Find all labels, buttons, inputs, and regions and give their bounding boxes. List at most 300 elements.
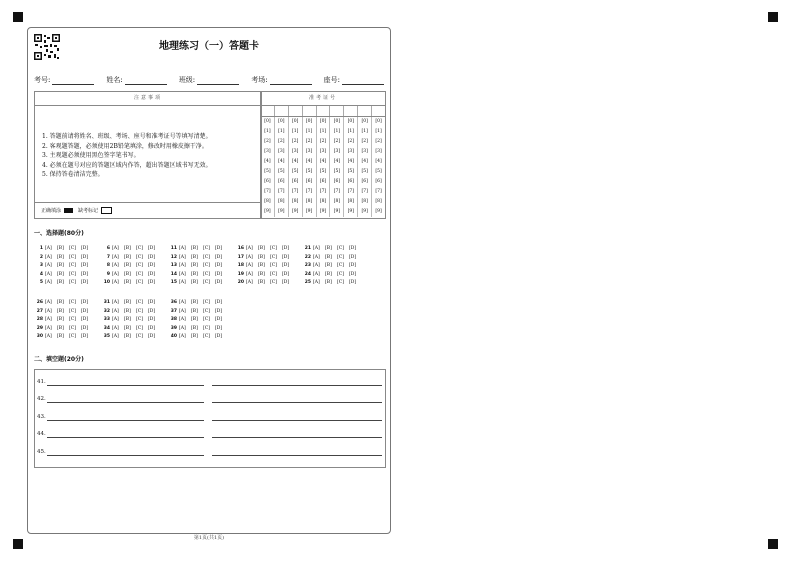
mc-option-bubble[interactable]: [D] (81, 263, 89, 269)
mc-question-number: 19 (237, 271, 244, 277)
mc-option-bubble[interactable]: [A] (45, 300, 52, 305)
mc-option-bubble[interactable]: [D] (148, 254, 156, 260)
exam-id-bubble[interactable]: [8] (264, 199, 271, 204)
absent-label: 缺考标记 (78, 208, 99, 214)
exam-id-bubble[interactable]: [2] (347, 139, 354, 144)
exam-id-bubble[interactable]: [2] (292, 139, 299, 144)
mc-question-group (168, 245, 227, 288)
mc-option-bubble[interactable]: [C] (136, 254, 143, 260)
mc-option-bubble[interactable]: [C] (203, 334, 210, 340)
mc-option-bubble[interactable]: [B] (325, 246, 332, 251)
mc-option-bubble[interactable]: [C] (136, 280, 143, 286)
mc-option-bubble[interactable]: [D] (215, 308, 223, 314)
mc-option-bubble[interactable]: [A] (112, 317, 119, 323)
mc-option-bubble[interactable]: [B] (258, 263, 265, 269)
mc-option-bubble[interactable]: [D] (282, 263, 290, 269)
mc-option-bubble[interactable]: [C] (69, 280, 76, 286)
mc-option-bubble[interactable]: [D] (81, 325, 89, 331)
exam-id-bubble[interactable]: [9] (305, 209, 313, 214)
field-class[interactable]: 班级: (179, 75, 239, 85)
exam-id-bubble[interactable]: [1] (305, 129, 313, 134)
fill-question[interactable]: 45. (37, 444, 383, 456)
mc-option-bubble[interactable]: [D] (148, 308, 156, 314)
mc-option-bubble[interactable]: [D] (215, 271, 223, 277)
exam-id-bubble[interactable]: [7] (361, 189, 368, 194)
exam-id-bubble[interactable]: [4] (333, 159, 341, 164)
exam-id-bubble[interactable]: [8] (347, 199, 354, 204)
section-fill-blank: 二、填空题(20分) (34, 356, 84, 363)
exam-id-bubble[interactable]: [0] (305, 119, 313, 124)
exam-id-bubble[interactable]: [8] (319, 199, 327, 204)
exam-id-bubble[interactable]: [3] (333, 149, 341, 154)
mc-question-number: 35 (103, 334, 110, 340)
mc-option-bubble[interactable]: [C] (69, 317, 76, 323)
mc-question-row (168, 325, 227, 334)
fill-question[interactable]: 41. (37, 374, 383, 386)
exam-id-bubble[interactable]: [6] (292, 179, 299, 184)
mc-option-bubble[interactable]: [D] (148, 263, 156, 269)
field-name[interactable]: 姓名: (106, 75, 166, 85)
mc-option-bubble[interactable]: [D] (349, 254, 357, 260)
mc-option-bubble[interactable]: [C] (270, 246, 277, 251)
mc-option-bubble[interactable]: [D] (81, 317, 89, 323)
mc-option-bubble[interactable]: [B] (124, 334, 131, 340)
mc-option-bubble[interactable]: [D] (148, 300, 156, 305)
mc-option-bubble[interactable]: [B] (258, 280, 265, 286)
exam-id-bubble[interactable]: [9] (278, 209, 285, 214)
mc-option-bubble[interactable]: [B] (258, 254, 265, 260)
exam-id-bubble[interactable]: [2] (305, 139, 313, 144)
mc-option-bubble[interactable]: [D] (215, 300, 223, 305)
mc-option-bubble[interactable]: [A] (112, 271, 119, 277)
mc-option-bubble[interactable]: [A] (246, 246, 253, 251)
exam-id-bubble[interactable]: [4] (347, 159, 354, 164)
mc-option-bubble[interactable]: [C] (136, 325, 143, 331)
exam-id-bubble[interactable]: [6] (347, 179, 354, 184)
mc-option-bubble[interactable]: [B] (191, 308, 198, 314)
mc-option-bubble[interactable]: [D] (81, 254, 89, 260)
field-exam-room[interactable]: 考场: (251, 75, 311, 85)
mc-option-bubble[interactable]: [C] (203, 271, 210, 277)
mc-option-bubble[interactable]: [D] (148, 317, 156, 323)
exam-id-bubble[interactable]: [3] (264, 149, 271, 154)
exam-id-bubble[interactable]: [1] (361, 129, 368, 134)
mc-option-bubble[interactable]: [A] (45, 246, 52, 251)
exam-id-bubble[interactable]: [0] (264, 119, 271, 124)
exam-id-bubble[interactable]: [3] (305, 149, 313, 154)
mc-question-group (101, 299, 160, 342)
mc-option-bubble[interactable]: [D] (148, 246, 156, 251)
mc-option-bubble[interactable]: [D] (282, 271, 290, 277)
mc-option-bubble[interactable]: [B] (191, 317, 198, 323)
mc-option-bubble[interactable]: [D] (81, 308, 89, 314)
mc-option-bubble[interactable]: [A] (112, 334, 119, 340)
mc-option-bubble[interactable]: [A] (179, 271, 186, 277)
mc-option-bubble[interactable]: [B] (124, 254, 131, 260)
exam-id-bubble[interactable]: [5] (333, 169, 341, 174)
mc-question-row (168, 299, 227, 308)
mc-question-number: 28 (36, 317, 43, 323)
exam-id-bubble[interactable]: [8] (375, 199, 382, 204)
mc-option-bubble[interactable]: [A] (112, 325, 119, 331)
mc-option-bubble[interactable]: [D] (148, 325, 156, 331)
exam-id-bubble[interactable]: [0] (278, 119, 285, 124)
exam-id-bubble[interactable]: [0] (361, 119, 368, 124)
mc-option-bubble[interactable]: [A] (112, 254, 119, 260)
notes-list (42, 132, 212, 180)
exam-id-bubble[interactable]: [0] (347, 119, 354, 124)
exam-id-bubble[interactable]: [5] (292, 169, 299, 174)
mc-question-number: 31 (103, 300, 110, 305)
mc-question-number: 7 (106, 254, 110, 260)
exam-id-bubble[interactable]: [7] (264, 189, 271, 194)
exam-id-bubble[interactable]: [6] (361, 179, 368, 184)
mc-option-bubble[interactable]: [C] (136, 271, 143, 277)
mc-option-bubble[interactable]: [B] (57, 317, 64, 323)
mc-option-bubble[interactable]: [B] (57, 246, 64, 251)
mc-option-bubble[interactable]: [C] (69, 271, 76, 277)
mc-question-row (302, 245, 361, 254)
mc-option-bubble[interactable]: [A] (112, 246, 119, 251)
mc-option-bubble[interactable]: [D] (215, 263, 223, 269)
mc-option-bubble[interactable]: [C] (337, 246, 344, 251)
exam-id-bubble[interactable]: [0] (319, 119, 327, 124)
exam-id-column (372, 117, 385, 217)
mc-option-bubble[interactable]: [C] (203, 300, 210, 305)
mc-option-bubble[interactable]: [A] (45, 308, 52, 314)
exam-id-bubble[interactable]: [5] (319, 169, 327, 174)
mc-question-number: 36 (170, 300, 177, 305)
mc-option-bubble[interactable]: [B] (191, 246, 198, 251)
exam-id-bubble[interactable]: [4] (292, 159, 299, 164)
mc-option-bubble[interactable]: [B] (124, 300, 131, 305)
mc-question-number: 37 (170, 308, 177, 314)
exam-id-bubble[interactable]: [2] (333, 139, 341, 144)
exam-id-bubble[interactable]: [6] (375, 179, 382, 184)
mc-option-bubble[interactable]: [D] (282, 254, 290, 260)
mc-option-bubble[interactable]: [A] (179, 300, 186, 305)
exam-id-column (289, 117, 303, 217)
exam-id-bubble[interactable]: [2] (319, 139, 327, 144)
exam-id-bubble[interactable]: [8] (292, 199, 299, 204)
mc-question-number: 5 (39, 280, 43, 286)
exam-id-bubble[interactable]: [4] (264, 159, 271, 164)
mc-question-row (168, 271, 227, 280)
exam-id-bubble[interactable]: [9] (375, 209, 382, 214)
mc-option-bubble[interactable]: [C] (136, 246, 143, 251)
mc-option-bubble[interactable]: [A] (45, 317, 52, 323)
mc-option-bubble[interactable]: [D] (215, 246, 223, 251)
mc-option-bubble[interactable]: [B] (258, 246, 265, 251)
exam-id-bubble[interactable]: [6] (264, 179, 271, 184)
exam-id-bubble[interactable]: [7] (347, 189, 354, 194)
mc-option-bubble[interactable]: [D] (81, 271, 89, 277)
mc-option-bubble[interactable]: [C] (270, 254, 277, 260)
mc-option-bubble[interactable]: [C] (136, 317, 143, 323)
mc-option-bubble[interactable]: [A] (112, 263, 119, 269)
mc-option-bubble[interactable]: [D] (349, 263, 357, 269)
mc-option-bubble[interactable]: [B] (57, 300, 64, 305)
mc-option-bubble[interactable]: [C] (270, 280, 277, 286)
mc-option-bubble[interactable]: [C] (203, 263, 210, 269)
mc-option-bubble[interactable]: [A] (45, 325, 52, 331)
mc-option-bubble[interactable]: [A] (45, 280, 52, 286)
mc-option-bubble[interactable]: [C] (270, 263, 277, 269)
exam-id-write-row[interactable] (261, 106, 385, 117)
exam-id-bubble[interactable]: [8] (361, 199, 368, 204)
mc-option-bubble[interactable]: [B] (325, 280, 332, 286)
mc-option-bubble[interactable]: [A] (45, 271, 52, 277)
note-item: 3. 主观题必须使用黑色签字笔书写。 (42, 152, 140, 159)
mc-option-bubble[interactable]: [B] (191, 334, 198, 340)
mc-option-bubble[interactable]: [B] (124, 246, 131, 251)
mc-option-bubble[interactable]: [B] (57, 325, 64, 331)
mc-option-bubble[interactable]: [C] (203, 254, 210, 260)
mc-option-bubble[interactable]: [D] (148, 334, 156, 340)
mc-option-bubble[interactable]: [A] (45, 334, 52, 340)
mc-option-bubble[interactable]: [A] (313, 280, 320, 286)
mc-option-bubble[interactable]: [B] (325, 254, 332, 260)
exam-id-bubble[interactable]: [9] (333, 209, 341, 214)
exam-id-bubble[interactable]: [2] (361, 139, 368, 144)
mc-option-bubble[interactable]: [D] (81, 280, 89, 286)
correct-fill-label: 正确填涂 (41, 208, 62, 214)
mc-option-bubble[interactable]: [A] (112, 300, 119, 305)
mc-option-bubble[interactable]: [D] (349, 271, 357, 277)
mc-option-bubble[interactable]: [C] (69, 263, 76, 269)
mc-option-bubble[interactable]: [A] (179, 334, 186, 340)
exam-id-bubble[interactable]: [5] (278, 169, 285, 174)
absent-mark-checkbox[interactable] (101, 207, 112, 214)
note-item: 1. 答题前请将姓名、班级、考场、座号和准考证号等填写清楚。 (42, 133, 212, 140)
exam-id-bubble[interactable]: [6] (305, 179, 313, 184)
mc-option-bubble[interactable]: [B] (191, 280, 198, 286)
exam-id-bubble[interactable]: [1] (319, 129, 327, 134)
mc-option-bubble[interactable]: [C] (270, 271, 277, 277)
exam-id-column (330, 117, 344, 217)
exam-id-bubble[interactable]: [9] (361, 209, 368, 214)
mc-option-bubble[interactable]: [B] (124, 308, 131, 314)
exam-id-bubble[interactable]: [0] (292, 119, 299, 124)
mc-option-bubble[interactable]: [A] (112, 308, 119, 314)
exam-id-bubble[interactable]: [6] (333, 179, 341, 184)
fill-question[interactable]: 44. (37, 426, 383, 438)
mc-option-bubble[interactable]: [D] (215, 280, 223, 286)
mc-option-bubble[interactable]: [A] (179, 325, 186, 331)
mc-option-bubble[interactable]: [D] (215, 325, 223, 331)
mc-question-row (34, 333, 93, 342)
mc-question-row (302, 262, 361, 271)
exam-id-bubble[interactable]: [3] (347, 149, 354, 154)
exam-id-bubble[interactable]: [3] (292, 149, 299, 154)
mc-question-number: 21 (304, 246, 311, 251)
mc-question-number: 22 (304, 254, 311, 260)
exam-id-bubble[interactable]: [7] (319, 189, 327, 194)
mc-option-bubble[interactable]: [A] (112, 280, 119, 286)
exam-id-bubble[interactable]: [1] (278, 129, 285, 134)
mc-option-bubble[interactable]: [D] (215, 317, 223, 323)
exam-id-bubble[interactable]: [9] (347, 209, 354, 214)
mc-option-bubble[interactable]: [D] (81, 334, 89, 340)
exam-id-bubble[interactable]: [3] (319, 149, 327, 154)
mc-option-bubble[interactable]: [A] (45, 263, 52, 269)
mc-option-bubble[interactable]: [C] (203, 280, 210, 286)
mc-option-bubble[interactable]: [A] (313, 263, 320, 269)
mc-option-bubble[interactable]: [C] (69, 254, 76, 260)
mc-question-number: 18 (237, 263, 244, 269)
mc-option-bubble[interactable]: [B] (325, 263, 332, 269)
exam-id-bubble[interactable]: [7] (333, 189, 341, 194)
mc-option-bubble[interactable]: [D] (215, 254, 223, 260)
mc-option-bubble[interactable]: [B] (124, 263, 131, 269)
mc-question-number: 8 (106, 263, 110, 269)
exam-id-bubble[interactable]: [2] (375, 139, 382, 144)
mc-option-bubble[interactable]: [A] (179, 280, 186, 286)
exam-id-bubble[interactable]: [0] (375, 119, 382, 124)
mc-option-bubble[interactable]: [B] (57, 263, 64, 269)
fill-example-row (35, 202, 261, 218)
exam-id-bubble[interactable]: [5] (361, 169, 368, 174)
exam-id-bubble[interactable]: [5] (375, 169, 382, 174)
mc-option-bubble[interactable]: [A] (313, 254, 320, 260)
mc-option-bubble[interactable]: [D] (215, 334, 223, 340)
mc-option-bubble[interactable]: [B] (57, 308, 64, 314)
mc-option-bubble[interactable]: [A] (246, 263, 253, 269)
notes-header: 注意事项 (35, 92, 261, 106)
mc-question-row (235, 254, 294, 263)
mc-option-bubble[interactable]: [A] (179, 254, 186, 260)
mc-option-bubble[interactable]: [B] (124, 280, 131, 286)
mc-option-bubble[interactable]: [C] (69, 334, 76, 340)
mc-option-bubble[interactable]: [A] (313, 271, 320, 277)
exam-id-bubble[interactable]: [3] (361, 149, 368, 154)
mc-option-bubble[interactable]: [B] (191, 263, 198, 269)
exam-id-bubble[interactable]: [4] (278, 159, 285, 164)
mc-option-bubble[interactable]: [C] (69, 300, 76, 305)
field-exam-number[interactable]: 考号: (34, 75, 94, 85)
mc-option-bubble[interactable]: [B] (57, 334, 64, 340)
mc-option-bubble[interactable]: [A] (246, 280, 253, 286)
mc-option-bubble[interactable]: [D] (282, 246, 290, 251)
exam-id-bubble[interactable]: [7] (375, 189, 382, 194)
exam-id-bubble[interactable]: [2] (264, 139, 271, 144)
mc-option-bubble[interactable]: [C] (203, 325, 210, 331)
exam-id-bubble[interactable]: [9] (264, 209, 271, 214)
mc-option-bubble[interactable]: [B] (191, 271, 198, 277)
mc-option-bubble[interactable]: [B] (191, 325, 198, 331)
exam-id-bubble[interactable]: [2] (278, 139, 285, 144)
mc-option-bubble[interactable]: [A] (246, 254, 253, 260)
mc-option-bubble[interactable]: [B] (124, 317, 131, 323)
mc-question-number: 9 (106, 271, 110, 277)
mc-option-bubble[interactable]: [D] (81, 300, 89, 305)
exam-id-bubble[interactable]: [1] (347, 129, 354, 134)
exam-id-bubble[interactable]: [5] (264, 169, 271, 174)
exam-id-bubble[interactable]: [9] (319, 209, 327, 214)
exam-id-bubble[interactable]: [1] (264, 129, 271, 134)
exam-id-bubble[interactable]: [8] (278, 199, 285, 204)
mc-option-bubble[interactable]: [A] (179, 246, 186, 251)
mc-option-bubble[interactable]: [C] (69, 308, 76, 314)
mc-option-bubble[interactable]: [C] (136, 308, 143, 314)
mc-question-row (101, 271, 160, 280)
mc-option-bubble[interactable]: [A] (179, 317, 186, 323)
exam-id-bubble[interactable]: [3] (375, 149, 382, 154)
exam-id-bubble[interactable]: [7] (305, 189, 313, 194)
mc-option-bubble[interactable]: [D] (81, 246, 89, 251)
fill-question[interactable]: 43. (37, 409, 383, 421)
exam-id-bubble[interactable]: [0] (333, 119, 341, 124)
mc-option-bubble[interactable]: [D] (148, 280, 156, 286)
mc-question-number: 30 (36, 334, 43, 340)
exam-id-bubble[interactable]: [1] (292, 129, 299, 134)
exam-id-bubble[interactable]: [8] (333, 199, 341, 204)
exam-id-bubble[interactable]: [1] (375, 129, 382, 134)
mc-option-bubble[interactable]: [D] (349, 280, 357, 286)
mc-question-row (34, 308, 93, 317)
mc-option-bubble[interactable]: [D] (282, 280, 290, 286)
mc-option-bubble[interactable]: [B] (57, 280, 64, 286)
mc-option-bubble[interactable]: [C] (337, 263, 344, 269)
exam-id-bubble[interactable]: [4] (375, 159, 382, 164)
mc-option-bubble[interactable]: [B] (57, 271, 64, 277)
mc-option-bubble[interactable]: [B] (57, 254, 64, 260)
exam-id-box (260, 91, 386, 219)
mc-option-bubble[interactable]: [B] (325, 271, 332, 277)
exam-id-bubble[interactable]: [7] (292, 189, 299, 194)
fill-question[interactable]: 42. (37, 391, 383, 403)
mc-option-bubble[interactable]: [A] (313, 246, 320, 251)
mc-option-bubble[interactable]: [C] (337, 271, 344, 277)
exam-id-bubble[interactable]: [7] (278, 189, 285, 194)
mc-option-bubble[interactable]: [D] (349, 246, 357, 251)
exam-id-bubble[interactable]: [8] (305, 199, 313, 204)
mc-option-bubble[interactable]: [C] (203, 317, 210, 323)
exam-id-bubble[interactable]: [3] (278, 149, 285, 154)
exam-id-bubble[interactable]: [4] (305, 159, 313, 164)
mc-option-bubble[interactable]: [D] (148, 271, 156, 277)
mc-option-bubble[interactable]: [A] (179, 263, 186, 269)
mc-option-bubble[interactable]: [B] (124, 271, 131, 277)
exam-id-bubble[interactable]: [6] (319, 179, 327, 184)
exam-id-bubble[interactable]: [4] (361, 159, 368, 164)
mc-option-bubble[interactable]: [C] (337, 280, 344, 286)
mc-question-group (235, 245, 294, 288)
mc-option-bubble[interactable]: [B] (124, 325, 131, 331)
mc-option-bubble[interactable]: [C] (136, 334, 143, 340)
mc-option-bubble[interactable]: [A] (246, 271, 253, 277)
exam-id-bubble[interactable]: [6] (278, 179, 285, 184)
field-seat-number[interactable]: 座号: (324, 75, 384, 85)
exam-id-bubble[interactable]: [9] (292, 209, 299, 214)
mc-option-bubble[interactable]: [C] (69, 325, 76, 331)
mc-option-bubble[interactable]: [C] (203, 308, 210, 314)
mc-option-bubble[interactable]: [B] (258, 271, 265, 277)
exam-id-bubble[interactable]: [5] (347, 169, 354, 174)
mc-option-bubble[interactable]: [C] (136, 263, 143, 269)
exam-id-bubble[interactable]: [5] (305, 169, 313, 174)
mc-option-bubble[interactable]: [A] (45, 254, 52, 260)
mc-option-bubble[interactable]: [C] (69, 246, 76, 251)
mc-option-bubble[interactable]: [B] (191, 300, 198, 305)
mc-option-bubble[interactable]: [A] (179, 308, 186, 314)
mc-option-bubble[interactable]: [C] (203, 246, 210, 251)
exam-id-bubble[interactable]: [1] (333, 129, 341, 134)
mc-option-bubble[interactable]: [C] (136, 300, 143, 305)
exam-id-bubble[interactable]: [4] (319, 159, 327, 164)
mc-option-bubble[interactable]: [C] (337, 254, 344, 260)
mc-option-bubble[interactable]: [B] (191, 254, 198, 260)
